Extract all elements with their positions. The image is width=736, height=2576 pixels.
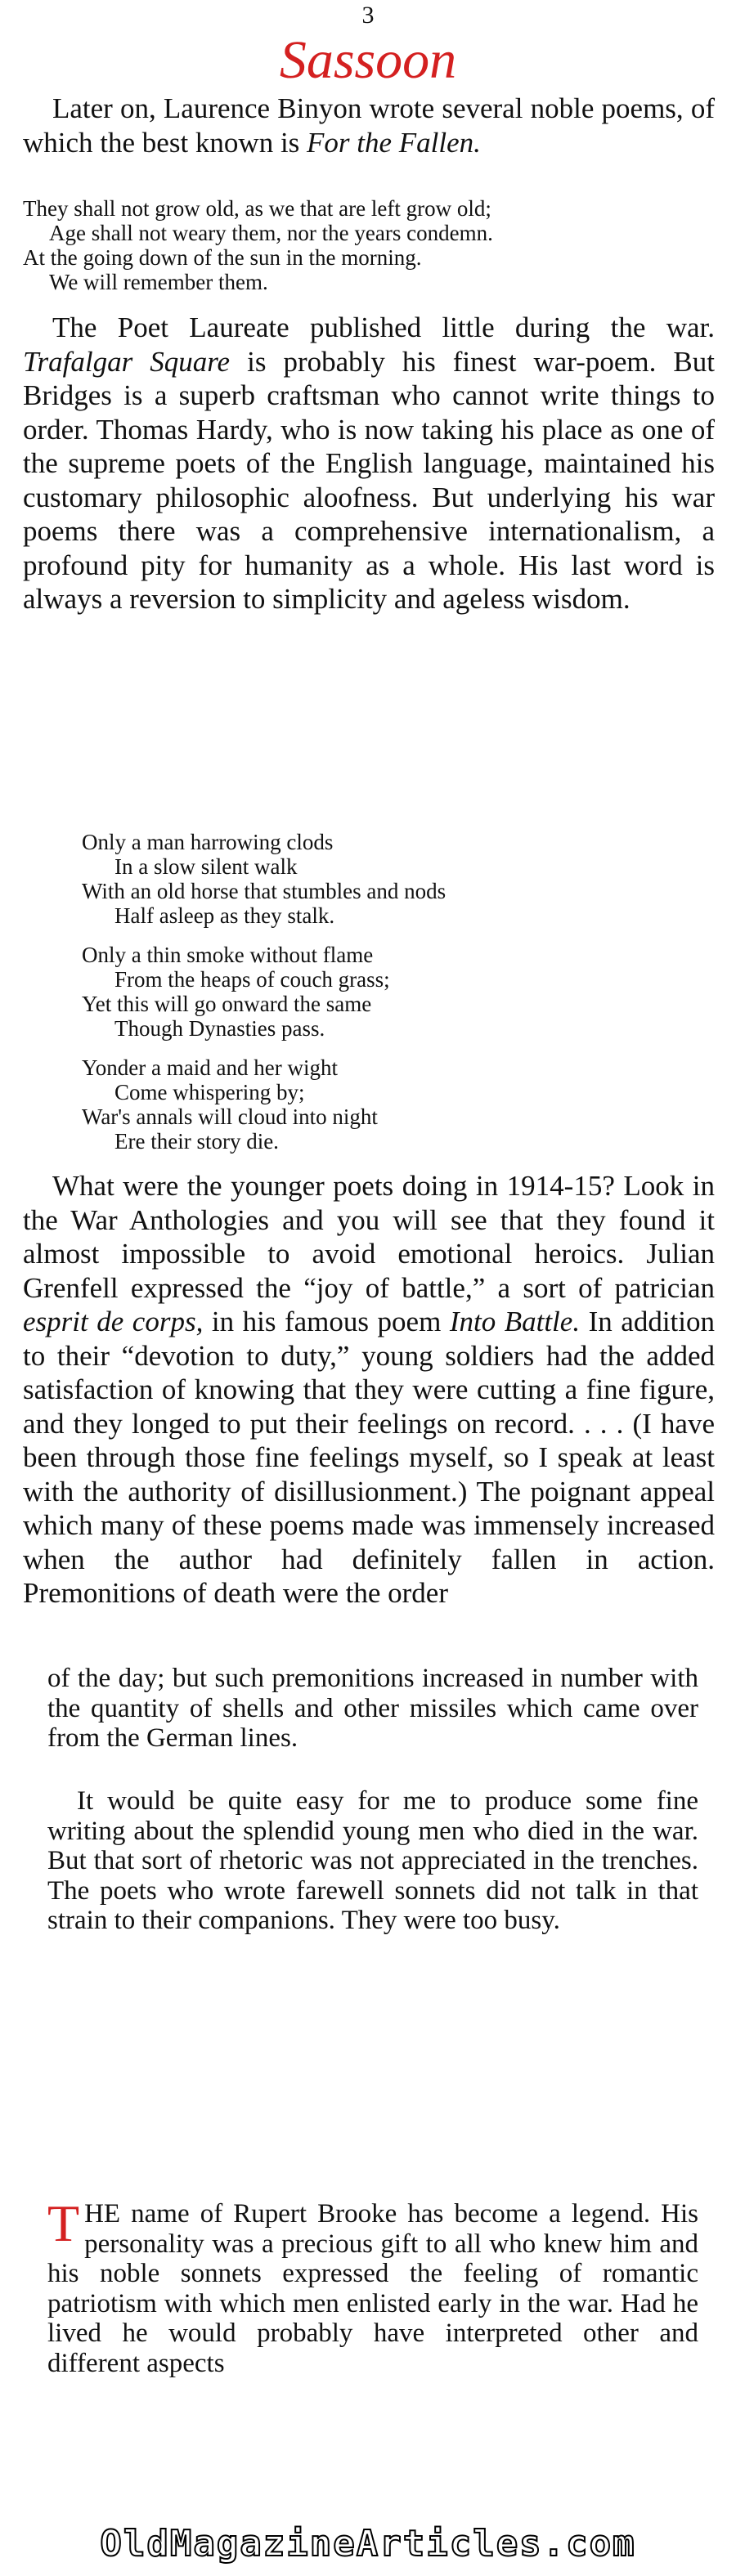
poem-line: Yet this will go onward the same	[82, 992, 372, 1016]
article-title: Sassoon	[279, 30, 457, 90]
poem-line: Yonder a maid and her wight	[82, 1055, 338, 1080]
paragraph-poet-laureate: The Poet Laureate published little during the war. Trafalgar Square is probably his finest war-poem. But Bridges is a superb craftsman who cannot write things to order. Thomas Hardy, who is now taking his place as one of the supreme poets of the English language, maintained his customary philosophic aloofness. But underlying his war poems there was a comprehensive internationalism, a profound pity for humanity as a whole. His last word is always a reversion to simplicity and ageless wisdom.	[23, 311, 715, 615]
poem-line: They shall not grow old, as we that are left grow old;	[23, 196, 491, 221]
poem-stanza	[0, 943, 736, 1041]
site-watermark: OldMagazineArticles.com	[100, 2523, 636, 2565]
poem-line: Half asleep as they stalk.	[114, 903, 335, 928]
poem-line: We will remember them.	[49, 270, 268, 294]
poem-line: With an old horse that stumbles and nods	[82, 879, 447, 903]
poem-line: In a slow silent walk	[114, 854, 298, 879]
poem-line: Ere their story die.	[114, 1129, 279, 1154]
poem-line: Only a man harrowing clods	[82, 830, 334, 854]
paragraph-fine-writing: It would be quite easy for me to produce some fine writing about the splendid young men who died in the war. But that sort of rhetoric was not appreciated in the trenches. The poets who wrote farewell sonnets did not talk in that strain to their companions. They were too busy.	[47, 1786, 698, 1935]
poem-stanza	[0, 1055, 736, 1154]
poem-line: At the going down of the sun in the morning.	[23, 245, 422, 270]
paragraph-rupert-brooke: THE name of Rupert Brooke has become a legend. His personality was a precious gift to all who knew him and his noble sonnets expressed the feeling of romantic patriotism with which men enlisted early in the war. Had he lived he would probably have interpreted other and different aspects	[47, 2194, 698, 2378]
hardy-poem	[0, 830, 736, 1168]
paragraph-younger-poets: What were the younger poets doing in 1914-15? Look in the War Anthologies and you will see that they found it almost impossible to avoid emotional heroics. Julian Grenfell expressed the “joy of battle,” a sort of patrician esprit de corps, in his famous poem Into Battle. In addition to their “devotion to duty,” young soldiers had the added satisfaction of knowing that they were cutting a fine figure, and they longed to put their feelings on record. . . . (I have been through those fine feelings myself, so I speak at least with the authority of disillusionment.) The poignant appeal which many of these poems made was immensely increased when the author had definitely fallen in action. Premonitions of death were the order	[23, 1170, 715, 1609]
poem-stanza	[0, 830, 736, 928]
paragraph-premonitions: of the day; but such premonitions increased in number with the quantity of shells and other missiles which came over from the German lines.	[47, 1664, 698, 1753]
page-number: 3	[361, 2, 375, 29]
poem-line: Come whispering by;	[114, 1080, 305, 1104]
intro-paragraph: Later on, Laurence Binyon wrote several noble poems, of which the best known is For the Fallen.	[23, 92, 715, 159]
drop-cap: T	[47, 2194, 80, 2252]
poem-line: Though Dynasties pass.	[114, 1016, 325, 1041]
poem-line: Only a thin smoke without flame	[82, 943, 374, 967]
poem-line: War's annals will cloud into night	[82, 1104, 378, 1129]
poem-line: From the heaps of couch grass;	[114, 967, 390, 992]
poem-line: Age shall not weary them, nor the years condemn.	[49, 221, 493, 245]
binyon-poem	[0, 196, 736, 294]
